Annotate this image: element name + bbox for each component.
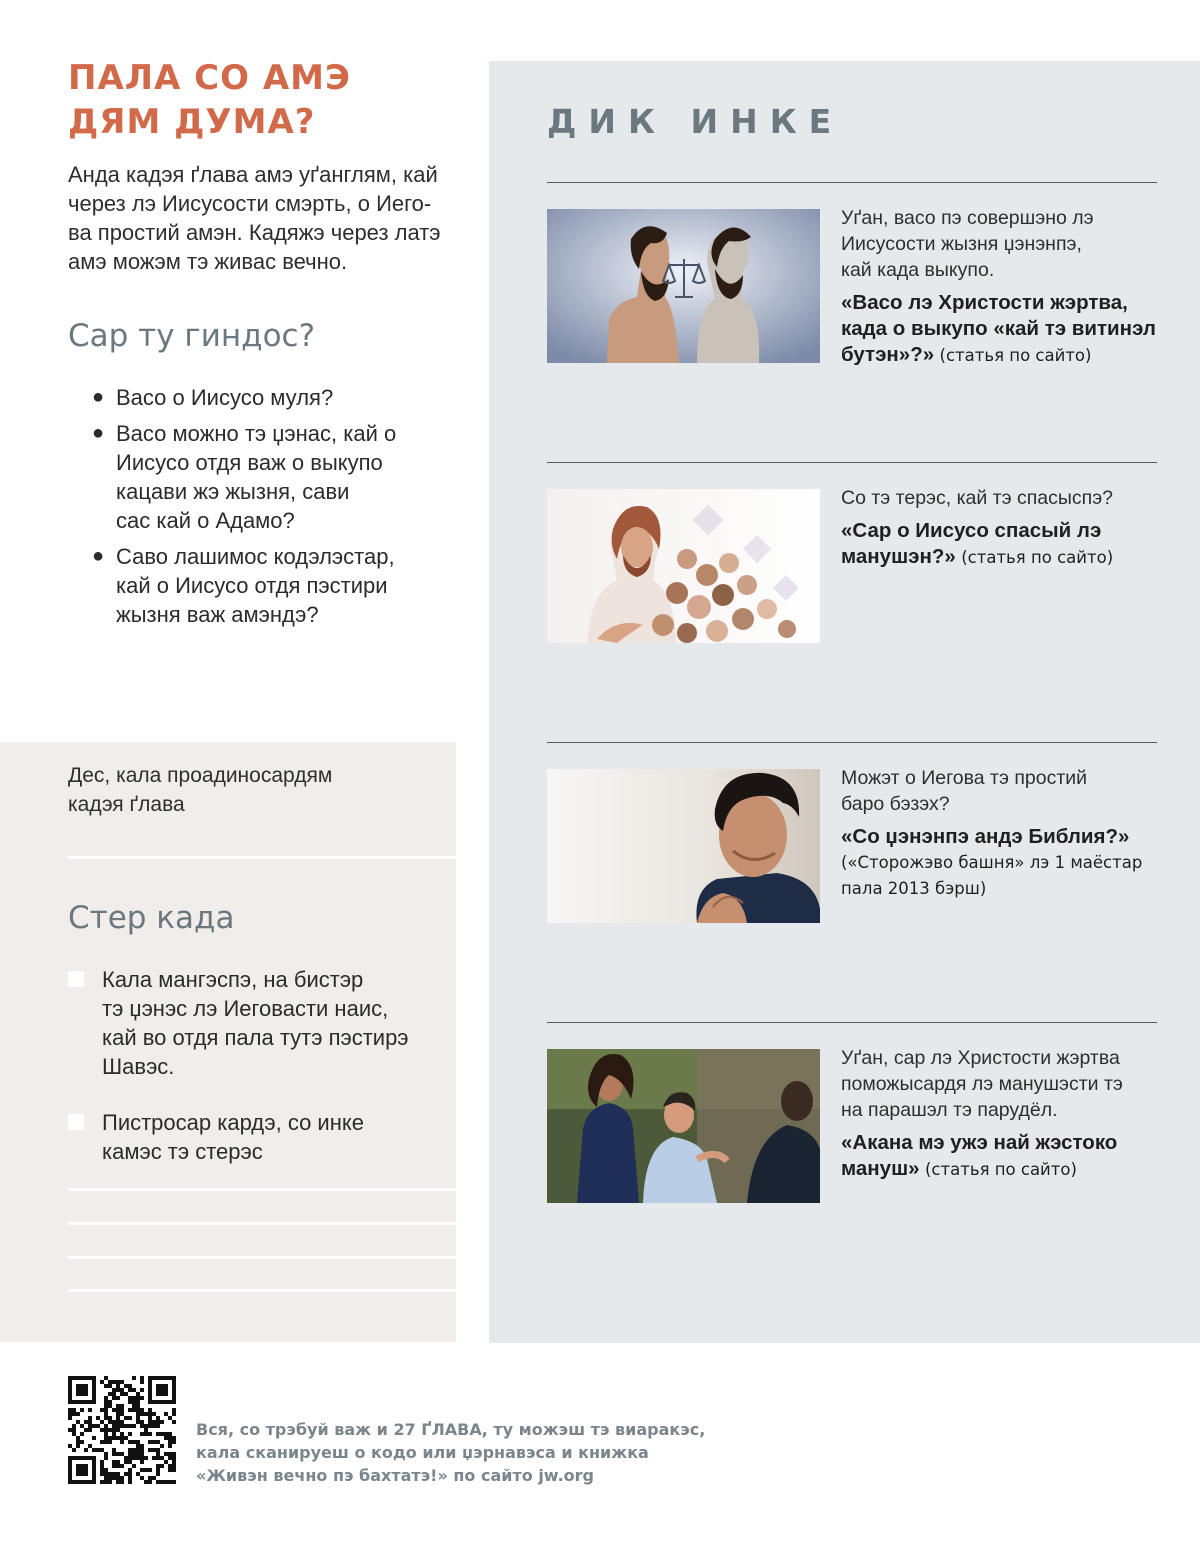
question-line: кай о Иисусо отдя пэстири <box>116 573 388 598</box>
jesus-crowd-image <box>547 489 820 643</box>
goal-write-line[interactable] <box>68 1188 456 1191</box>
question-line: поможысардя лэ манушэсти тэ <box>841 1073 1123 1095</box>
checkbox[interactable] <box>68 1114 84 1130</box>
divider <box>547 742 1157 743</box>
article-title-line[interactable]: «Со џэнэнпэ андэ Библия?» <box>841 825 1130 848</box>
divider <box>547 1022 1157 1023</box>
question-line: на парашэл тэ парудёл. <box>841 1099 1058 1121</box>
qr-code-icon[interactable] <box>68 1376 176 1484</box>
question-line: Васо можно тэ џэнас, кай о <box>116 421 397 446</box>
panel-title: ДИК ИНКЕ <box>547 102 844 141</box>
goal-line: кай во отдя пала тутэ пэстирэ <box>102 1025 409 1050</box>
questions-heading: Сар ту гиндос? <box>68 318 316 354</box>
question-line: сас кай о Адамо? <box>116 508 295 533</box>
article-title-line[interactable]: «Акана мэ ужэ най жэстоко <box>841 1131 1118 1154</box>
review-label <box>68 761 448 819</box>
question-line: Саво лашимос кодэлэстар, <box>116 544 395 569</box>
article-title-line[interactable]: бутэн»?» <box>841 343 935 366</box>
intro-paragraph <box>68 160 458 276</box>
question-line: Уґан, васо пэ совершэно лэ <box>841 207 1094 229</box>
goals-list <box>68 965 448 1193</box>
question-line: Со тэ терэс, кай тэ спасыспэ? <box>841 487 1114 509</box>
divider <box>547 182 1157 183</box>
goal-item <box>68 965 448 1081</box>
goal-line: тэ џэнэс лэ Иеговасти наис, <box>102 996 389 1021</box>
page-title <box>68 56 468 144</box>
card-question <box>841 765 1161 817</box>
card-text <box>841 1045 1161 1183</box>
article-reference[interactable] <box>841 518 1161 571</box>
question-line: кацави жэ жызня, сави <box>116 479 350 504</box>
goal-line: Шавэс. <box>102 1054 175 1079</box>
article-source-line: пала 2013 бэрш) <box>841 879 987 898</box>
question-line: Васо о Иисусо муля? <box>116 385 334 410</box>
question-line: жызня важ амэндэ? <box>116 602 319 627</box>
article-reference[interactable] <box>841 1130 1161 1183</box>
footer-note <box>196 1418 796 1487</box>
article-source: (статья по сайто) <box>939 346 1092 365</box>
goal-line: Кала мангэспэ, на бистэр <box>102 967 364 992</box>
question-line: Уґан, сар лэ Христости жэртва <box>841 1047 1120 1069</box>
article-reference[interactable] <box>841 824 1161 902</box>
intro-line: амэ можэм тэ живас вечно. <box>68 249 348 274</box>
intro-line: Анда кадэя ґлава амэ уґанглям, кай <box>68 162 438 187</box>
review-label-line: кадэя ґлава <box>68 793 185 816</box>
footer-line: кала сканируеш о кодо или џэрнавэса и книжка <box>196 1443 649 1462</box>
article-title-line[interactable]: «Сар о Иисусо спасый лэ <box>841 519 1102 542</box>
bullet-icon: ● <box>92 545 105 567</box>
goal-item <box>68 1108 448 1166</box>
list-item <box>92 419 452 535</box>
intro-line: через лэ Иисусости смэрть, о Иего- <box>68 191 432 216</box>
bullet-icon: ● <box>92 422 105 444</box>
question-line: кай када выкупо. <box>841 259 995 281</box>
list-item <box>92 383 452 412</box>
article-title-line[interactable]: када о выкупо «кай тэ витинэл <box>841 317 1156 340</box>
article-reference[interactable] <box>841 290 1161 369</box>
bullet-icon: ● <box>92 386 105 408</box>
jesus-and-adam-image <box>547 209 820 363</box>
list-item <box>92 542 452 629</box>
goal-write-line[interactable] <box>68 1289 456 1292</box>
question-list <box>92 383 452 636</box>
goal-line: Пистросар кардэ, со инке <box>102 1110 364 1135</box>
woman-comforting-man-image <box>547 1049 820 1203</box>
footer-line: «Живэн вечно пэ бахтатэ!» по сайто jw.org <box>196 1466 594 1485</box>
checkbox[interactable] <box>68 971 84 987</box>
card-text <box>841 765 1161 902</box>
article-source: (статья по сайто) <box>925 1160 1077 1179</box>
goals-heading: Стер када <box>68 900 235 936</box>
goal-write-line[interactable] <box>68 1256 456 1259</box>
footer-line: Вся, со трэбуй важ и 27 ҐЛАВА, ту можэш тэ виаракэс, <box>196 1420 706 1439</box>
card-question <box>841 485 1161 511</box>
article-source-line: («Сторожэво башня» лэ 1 маёстар <box>841 853 1143 872</box>
goal-write-line[interactable] <box>68 1222 456 1225</box>
title-line: ДЯМ ДУМА? <box>68 102 316 142</box>
title-line: ПАЛА СО АМЭ <box>68 58 351 98</box>
question-line: Иисусости жызня џэнэнпэ, <box>841 233 1082 255</box>
card-text <box>841 485 1161 571</box>
intro-line: ва простий амэн. Кадяжэ через латэ <box>68 220 441 245</box>
article-title-line[interactable]: мануш» <box>841 1157 920 1180</box>
date-input-line[interactable] <box>68 856 456 859</box>
question-line: Можэт о Иегова тэ простий <box>841 767 1088 789</box>
card-question <box>841 1045 1161 1123</box>
article-title-line[interactable]: манушэн?» <box>841 545 956 568</box>
goal-line: камэс тэ стерэс <box>102 1139 263 1164</box>
divider <box>547 462 1157 463</box>
article-source: (статья по сайто) <box>961 548 1114 567</box>
card-question <box>841 205 1161 283</box>
question-line: баро бэзэх? <box>841 793 950 815</box>
review-label-line: Дес, кала проадиносардям <box>68 764 333 787</box>
article-title-line[interactable]: «Васо лэ Христости жэртва, <box>841 291 1128 314</box>
card-text <box>841 205 1161 369</box>
question-line: Иисусо отдя важ о выкупо <box>116 450 383 475</box>
man-praying-image <box>547 769 820 923</box>
